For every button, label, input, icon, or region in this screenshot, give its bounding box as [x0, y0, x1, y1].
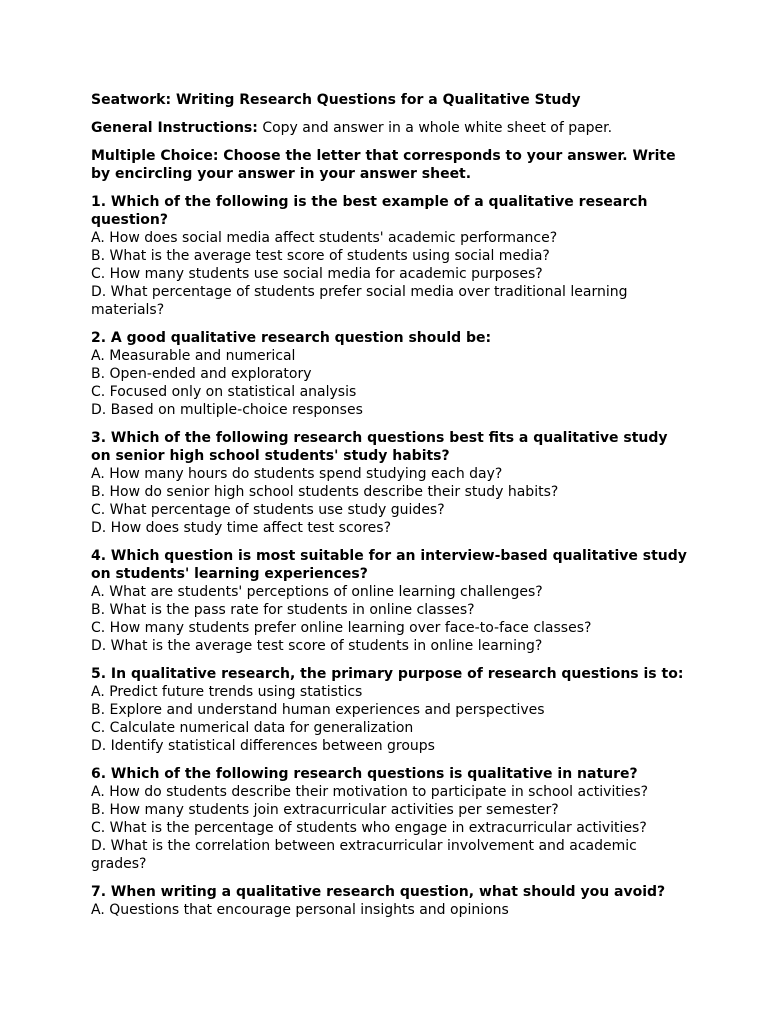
- answer-option: A. How many hours do students spend studying each day?: [91, 466, 503, 482]
- answer-option: D. Based on multiple-choice responses: [91, 402, 363, 418]
- answer-option: A. How does social media affect students' academic performance?: [91, 230, 558, 246]
- answer-option: C. What is the percentage of students who engage in extracurricular activities?: [91, 820, 647, 836]
- question-text: 6. Which of the following research questions is qualitative in nature?: [91, 766, 638, 782]
- general-instructions-text: Copy and answer in a whole white sheet of paper.: [262, 120, 613, 136]
- answer-option: B. What is the pass rate for students in online classes?: [91, 602, 475, 618]
- question-block: [91, 883, 688, 919]
- answer-option: A. What are students' perceptions of online learning challenges?: [91, 584, 543, 600]
- answer-option: B. How do senior high school students describe their study habits?: [91, 484, 559, 500]
- answer-option: C. How many students prefer online learning over face-to-face classes?: [91, 620, 592, 636]
- answer-option: D. How does study time affect test scores?: [91, 520, 391, 536]
- answer-option: D. What percentage of students prefer social media over traditional learning materials?: [91, 284, 628, 318]
- answer-option: C. How many students use social media for academic purposes?: [91, 266, 543, 282]
- question-list: [91, 193, 688, 919]
- answer-option: D. Identify statistical differences between groups: [91, 738, 435, 754]
- answer-option: A. How do students describe their motivation to participate in school activities?: [91, 784, 649, 800]
- question-block: [91, 547, 688, 655]
- question-text: 4. Which question is most suitable for an interview-based qualitative study on students' learning experiences?: [91, 548, 687, 582]
- question-text: 1. Which of the following is the best example of a qualitative research question?: [91, 194, 648, 228]
- question-text: 5. In qualitative research, the primary purpose of research questions is to:: [91, 666, 684, 682]
- answer-option: C. Focused only on statistical analysis: [91, 384, 357, 400]
- general-instructions-label: General Instructions:: [91, 120, 258, 136]
- answer-option: C. What percentage of students use study guides?: [91, 502, 445, 518]
- question-block: [91, 665, 688, 755]
- question-text: 3. Which of the following research questions best fits a qualitative study on senior high school students' study habits?: [91, 430, 668, 464]
- answer-option: B. How many students join extracurricular activities per semester?: [91, 802, 559, 818]
- answer-option: D. What is the average test score of students in online learning?: [91, 638, 543, 654]
- general-instructions: [91, 119, 688, 137]
- answer-option: A. Predict future trends using statistics: [91, 684, 363, 700]
- question-text: 2. A good qualitative research question should be:: [91, 330, 492, 346]
- answer-option: C. Calculate numerical data for generalization: [91, 720, 414, 736]
- question-text: 7. When writing a qualitative research question, what should you avoid?: [91, 884, 666, 900]
- question-block: [91, 765, 688, 873]
- question-block: [91, 193, 688, 319]
- question-block: [91, 329, 688, 419]
- answer-option: A. Measurable and numerical: [91, 348, 296, 364]
- answer-option: A. Questions that encourage personal insights and opinions: [91, 902, 509, 918]
- question-block: [91, 429, 688, 537]
- answer-option: B. What is the average test score of students using social media?: [91, 248, 550, 264]
- answer-option: B. Open-ended and exploratory: [91, 366, 312, 382]
- document-title: Seatwork: Writing Research Questions for a Qualitative Study: [91, 92, 581, 108]
- multiple-choice-instructions: Multiple Choice: Choose the letter that corresponds to your answer. Write by encircling your answer in your answer sheet.: [91, 148, 676, 182]
- answer-option: D. What is the correlation between extracurricular involvement and academic grades?: [91, 838, 637, 872]
- answer-option: B. Explore and understand human experiences and perspectives: [91, 702, 545, 718]
